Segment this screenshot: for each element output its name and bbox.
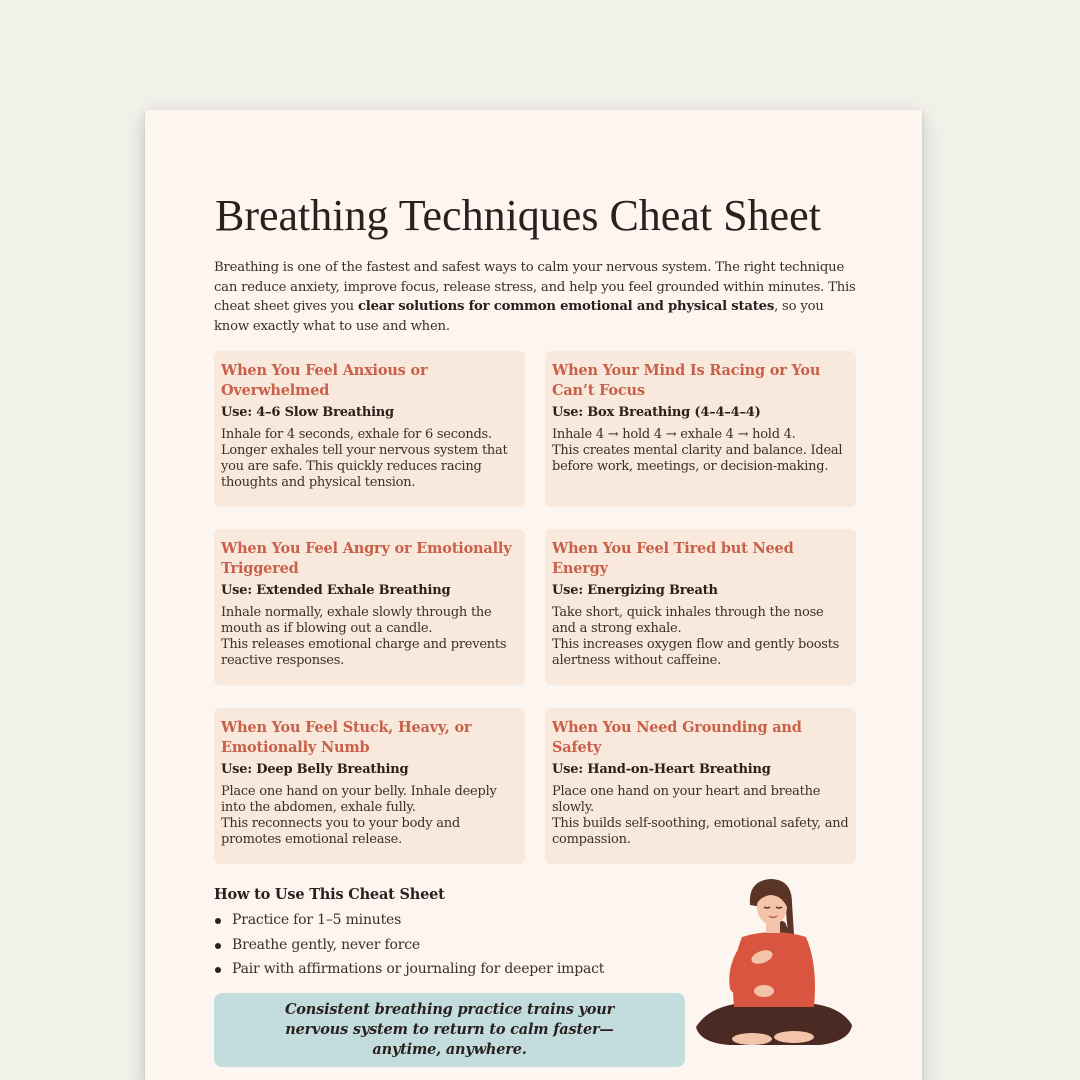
card-text: Inhale for 4 seconds, exhale for 6 seconds. Longer exhales tell your nervous system that you are safe. This quickly reduces racing thoughts and physical tension.: [221, 427, 508, 490]
technique-card-stuck: [214, 708, 525, 864]
intro-bold-text: clear solutions for common emotional and physical states: [357, 299, 775, 314]
card-text: Place one hand on your belly. Inhale deeply into the abdomen, exhale fully.: [221, 784, 497, 815]
bullet-icon: [215, 918, 221, 924]
card-text: Inhale 4 → hold 4 → exhale 4 → hold 4.: [552, 427, 796, 442]
card-heading: When You Feel Angry or Emotionally Triggered: [221, 540, 512, 577]
card-technique: Use: Energizing Breath: [552, 583, 718, 598]
card-text: This reconnects you to your body and promotes emotional release.: [221, 816, 460, 847]
card-description: [552, 427, 849, 475]
card-text: This creates mental clarity and balance. Ideal before work, meetings, or decision-making.: [552, 443, 843, 474]
technique-card-anxious: [214, 351, 525, 507]
card-technique: Use: Hand-on-Heart Breathing: [552, 762, 771, 777]
technique-card-racing-mind: [545, 351, 856, 507]
list-item-text: Pair with affirmations or journaling for deeper impact: [232, 961, 605, 977]
card-text: This releases emotional charge and prevents reactive responses.: [221, 637, 507, 668]
bullet-icon: [215, 943, 221, 949]
list-item-text: Breathe gently, never force: [232, 936, 420, 953]
card-heading: When You Feel Anxious or Overwhelmed: [221, 362, 428, 399]
howto-list: [214, 908, 604, 982]
card-technique: Use: Extended Exhale Breathing: [221, 583, 451, 598]
bullet-icon: [215, 967, 221, 973]
card-description: [552, 605, 849, 669]
card-description: [552, 784, 849, 848]
quote-box: Consistent breathing practice trains your nervous system to return to calm faster—anytime, anywhere.: [214, 993, 685, 1067]
card-technique: Use: Deep Belly Breathing: [221, 762, 409, 777]
page-title: Breathing Techniques Cheat Sheet: [215, 191, 821, 240]
intro-text: Breathing is one of the fastest and safest ways to calm your nervous system. The right technique can reduce anxiety, improve focus, release stress, and help you feel grounded within minutes. This cheat sheet gives you: [214, 260, 856, 314]
meditating-woman-illustration: [690, 875, 860, 1065]
meditating-woman-icon: [690, 875, 860, 1065]
card-description: [221, 427, 518, 491]
card-text: This increases oxygen flow and gently boosts alertness without caffeine.: [552, 637, 840, 668]
card-technique: Use: 4–6 Slow Breathing: [221, 405, 394, 420]
card-text: Take short, quick inhales through the nose and a strong exhale.: [552, 605, 824, 636]
card-description: [221, 605, 518, 669]
list-item: [214, 957, 604, 982]
cheat-sheet-page: [145, 110, 922, 1080]
list-item-text: Practice for 1–5 minutes: [232, 912, 402, 928]
list-item: [214, 908, 604, 933]
card-heading: When You Feel Stuck, Heavy, or Emotionally Numb: [221, 719, 472, 756]
card-description: [221, 784, 518, 848]
technique-card-angry: [214, 529, 525, 685]
technique-card-grounding: [545, 708, 856, 864]
list-item: [214, 933, 604, 958]
intro-paragraph: [214, 258, 859, 336]
card-text: Inhale normally, exhale slowly through the mouth as if blowing out a candle.: [221, 605, 492, 636]
card-heading: When You Need Grounding and Safety: [552, 719, 802, 756]
technique-card-tired: [545, 529, 856, 685]
intro-text-end: , so you know exactly what to use and when.: [214, 299, 824, 334]
card-heading: When Your Mind Is Racing or You Can’t Focus: [552, 362, 821, 399]
howto-heading: How to Use This Cheat Sheet: [214, 886, 445, 903]
card-text: Place one hand on your heart and breathe slowly.: [552, 784, 821, 815]
card-heading: When You Feel Tired but Need Energy: [552, 540, 794, 577]
card-technique: Use: Box Breathing (4–4–4–4): [552, 405, 761, 420]
card-text: This builds self-soothing, emotional safety, and compassion.: [552, 816, 849, 847]
